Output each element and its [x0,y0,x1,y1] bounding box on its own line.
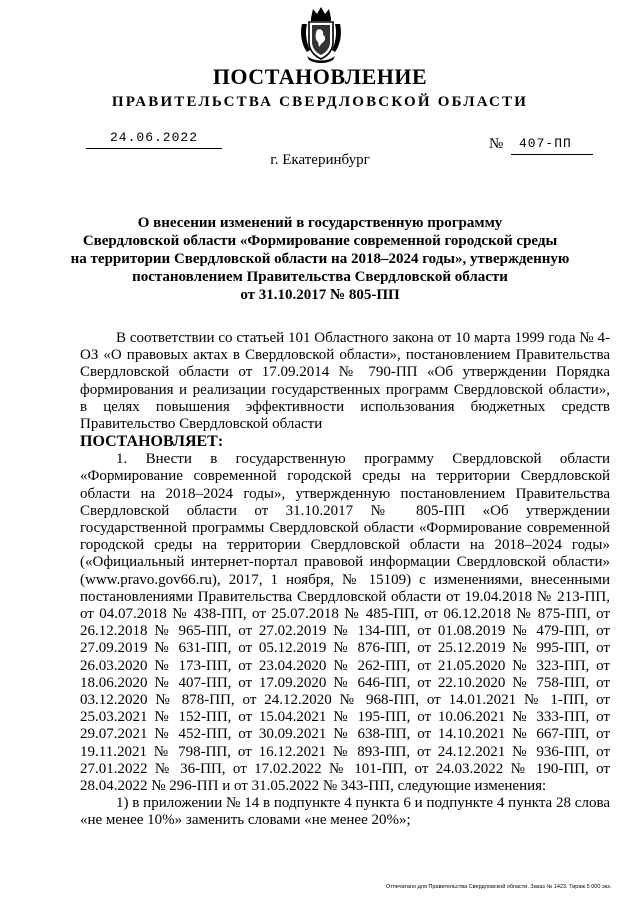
number-sign: № [489,136,504,152]
heading-line: Свердловской области «Формирование современной городской среды [82,233,558,249]
date-field [86,130,222,149]
document-title: ПОСТАНОВЛЕНИЕ [212,64,428,89]
coat-of-arms-emblem [298,6,344,64]
document-number: 407-ПП [519,136,572,151]
heading-line: О внесении изменений в государственную программу [137,215,503,231]
decree-word: ПОСТАНОВЛЯЕТ: [80,433,224,451]
document-heading [60,214,580,304]
document-date: 24.06.2022 [109,130,198,145]
city: г. Екатеринбург [270,152,370,168]
item-1-paragraph: 1. Внести в государственную программу Свердловской области «Формирование современной городской среды на территории Свердловской области на 2018–2024 годы», утвержденную постановлением Правительства Свердловской области от 31.10.2017 № 805-ПП «Об утверждении государственной программы Свердловской области «Формирование современной городской среды на территории Свердловской области на 2018–2024 годы» («Официальный интернет-портал правовой информации Свердловской области» (www.pravo.gov66.ru), 2017, 1 ноября, № 15109) с изменениями, внесенными постановлениями Правительства Свердловской области от 19.04.2018 № 213-ПП, от 04.07.2018 № 438-ПП, от 25.07.2018 № 485-ПП, от 06.12.2018 № 875-ПП, от 26.12.2018 № 965-ПП, от 27.02.2019 № 134-ПП, от 01.08.2019 № 479-ПП, от 27.09.2019 № 631-ПП, от 05.12.2019 № 876-ПП, от 25.12.2019 № 995-ПП, от 26.03.2020 № 173-ПП, от 23.04.2020 № 262-ПП, от 21.05.2020 № 323-ПП, от 18.06.2020 № 407-ПП, от 17.09.2020 № 646-ПП, от 22.10.2020 № 758-ПП, от 03.12.2020 № 878-ПП, от 24.12.2020 № 968-ПП, от 14.01.2021 № 1-ПП, от 25.03.2021 № 152-ПП, от 15.04.2021 № 195-ПП, от 10.06.2021 № 333-ПП, от 29.07.2021 № 452-ПП, от 30.09.2021 № 638-ПП, от 14.10.2021 № 667-ПП, от 19.11.2021 № 798-ПП, от 16.12.2021 № 893-ПП, от 24.12.2021 № 936-ПП, от 27.01.2022 № 36-ПП, от 17.02.2022 № 101-ПП, от 24.03.2022 № 190-ПП, от 28.04.2022 № 296-ПП и от 31.05.2022 № 343-ПП, следующие изменения: [80,451,610,795]
date-underline [86,148,222,149]
heading-line: постановлением Правительства Свердловской области [132,269,508,285]
print-footer: Отпечатано для Правительства Свердловской области. Заказ № 1423. Тираж 5 000 экз. [386,884,612,890]
heading-line: на территории Свердловской области на 2018–2024 годы», утвержденную [70,251,570,267]
subitem-1-paragraph: 1) в приложении № 14 в подпункте 4 пункта 6 и подпункте 4 пункта 28 слова «не менее 10%» заменить словами «не менее 20%»; [80,795,610,829]
document-body [80,330,610,830]
preamble-paragraph: В соответствии со статьей 101 Областного закона от 10 марта 1999 года № 4-ОЗ «О правовых актах в Свердловской области», постановлением Правительства Свердловской области от 17.09.2014 № 790-ПП «Об утверждении Порядка формирования и реализации государственных программ Свердловской области», в целях повышения эффективности использования бюджетных средств Правительство Свердловской области [80,330,610,433]
heading-line: от 31.10.2017 № 805-ПП [240,287,400,303]
document-issuer: ПРАВИТЕЛЬСТВА СВЕРДЛОВСКОЙ ОБЛАСТИ [111,94,529,110]
